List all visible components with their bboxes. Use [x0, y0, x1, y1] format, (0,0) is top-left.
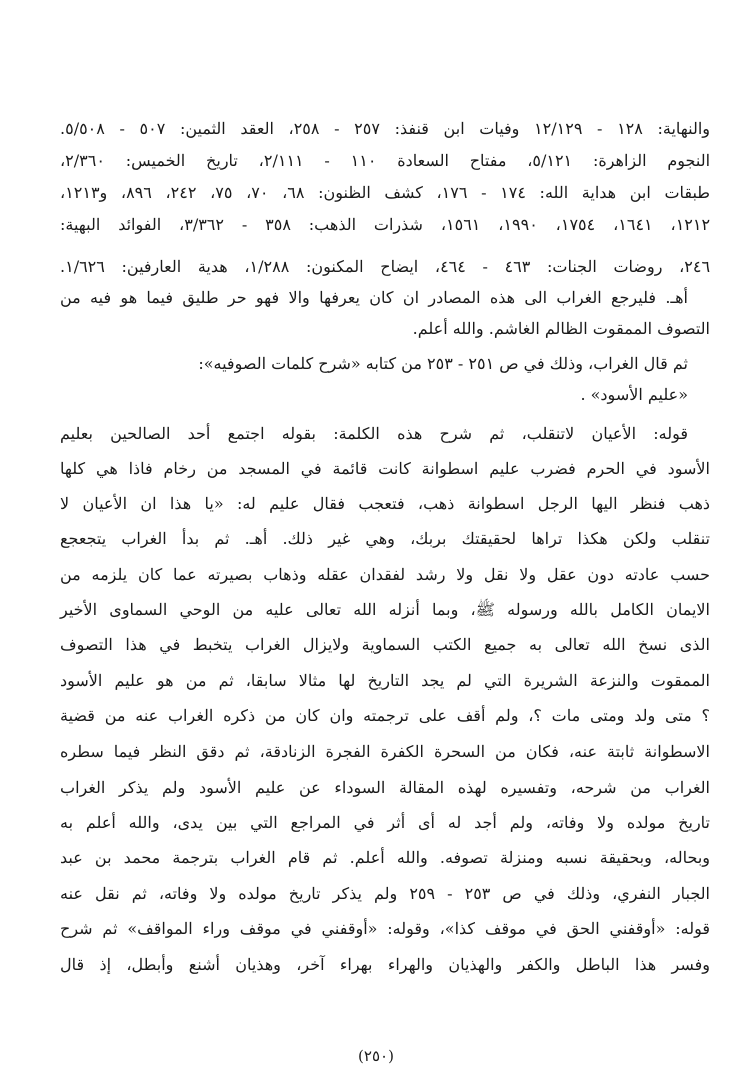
text-line: قوله: الأعيان لاتنقلب، ثم شرح هذه الكلمة: بقوله اجتمع أحد الصالحين بعليم — [60, 424, 688, 443]
text-line: الذى نسخ الله تعالى به جميع الكتب السماوية ولايزال الغراب يتخبط في هذا التصوف — [60, 635, 710, 654]
text-line: الاسطوانة ثابتة عنه، فكان من السحرة الكفرة الفجرة الزنادقة، ثم دقق النظر فيما سطره — [60, 742, 710, 761]
text-line: وبحاله، وبحقيقة نسبه ومنزلة تصوفه. والله أعلم. ثم قام الغراب بترجمة محمد بن عبد — [60, 848, 710, 867]
text-line: تنقلب ولكن هكذا تراها لحقيقتك بربك، وهي غير ذلك. أهـ. ثم بدأ الغراب يتجعجع — [60, 529, 710, 548]
text-line: تاريخ مولده ولا وفاته، ولم أجد له أى أثر في المراجع التي بين يدى، والله أعلم به — [60, 813, 710, 832]
page-number: (٢٥٠) — [358, 1047, 394, 1065]
text-line: ١٢١٢، ١٦٤١، ١٧٥٤، ١٩٩٠، ١٥٦١، شذرات الذهب: ٣٥٨ - ٣/٣٦٢، الفوائد البهية: — [60, 215, 711, 234]
text-line: طبقات ابن هداية الله: ١٧٤ - ١٧٦، كشف الظنون: ٦٨، ٧٠، ٧٥، ٢٤٢، ٨٩٦، و١٢١٣، — [60, 183, 711, 202]
text-line: الجبار النفري، وذلك في ص ٢٥٣ - ٢٥٩ ولم يذكر تاريخ مولده ولا وفاته، ثم نقل عنه — [60, 884, 710, 903]
text-line: قوله: «أوقفني الحق في موقف كذا»، وقوله: «أوقفني في موقف وراء المواقف» ثم شرح — [60, 919, 710, 938]
text-line: أهـ. فليرجع الغراب الى هذه المصادر ان كان يعرفها والا فهو حر طليق فيما هو فيه من — [60, 288, 688, 307]
text-line: الايمان الكامل بالله ورسوله ﷺ، وبما أنزله الله تعالى عليه من الوحي السماوى الأخير — [60, 600, 711, 619]
text-line: وفسر هذا الباطل والكفر والهذيان والهراء بهراء آخر، وهذيان أشنع وأبطل، إذ قال — [60, 955, 710, 974]
text-line: النجوم الزاهرة: ٥/١٢١، مفتاح السعادة ١١٠ - ٢/١١١، تاريخ الخميس: ٢/٣٦٠، — [60, 151, 711, 170]
text-line: الأسود في الحرم فضرب عليم اسطوانة كانت قائمة في المسجد من رخام فاذا هي كلها — [60, 459, 710, 478]
text-line: التصوف الممقوت الظالم الغاشم. والله أعلم. — [412, 319, 710, 338]
text-line: ذهب فنظر اليها الرجل اسطوانة ذهب، فتعجب فقال عليم له: «يا هذا ان الأعيان لا — [60, 494, 710, 513]
text-line: ٢٤٦، روضات الجنات: ٤٦٣ - ٤٦٤، ايضاح المكنون: ١/٢٨٨، هدية العارفين: ١/٦٢٦. — [60, 257, 711, 276]
text-line: حسب عادته دون عقل ولا نقل ولا رشد لفقدان عقله وذهاب بصيرته عما كان يلزمه من — [60, 565, 710, 584]
text-line: والنهاية: ١٢٨ - ١٢/١٢٩ وفيات ابن قنفذ: ٢٥٧ - ٢٥٨، العقد الثمين: ٥٠٧ - ٥/٥٠٨. — [60, 119, 711, 138]
text-line: ثم قال الغراب، وذلك في ص ٢٥١ - ٢٥٣ من كتابه «شرح كلمات الصوفيه»: — [198, 354, 688, 373]
text-line: الممقوت والنزعة الشريرة التي لم يجد التاريخ لها مثالا سابقا، ثم من هو عليم الأسود — [60, 671, 710, 690]
text-line: «عليم الأسود» . — [580, 385, 688, 404]
text-line: ؟ متى ولد ومتى مات ؟، ولم أقف على ترجمته وان كان من ذكره الغراب عنه من قضية — [60, 706, 710, 725]
text-line: الغراب من شرحه، وتفسيره لهذه المقالة السوداء عن عليم الأسود ولم يذكر الغراب — [60, 778, 710, 797]
